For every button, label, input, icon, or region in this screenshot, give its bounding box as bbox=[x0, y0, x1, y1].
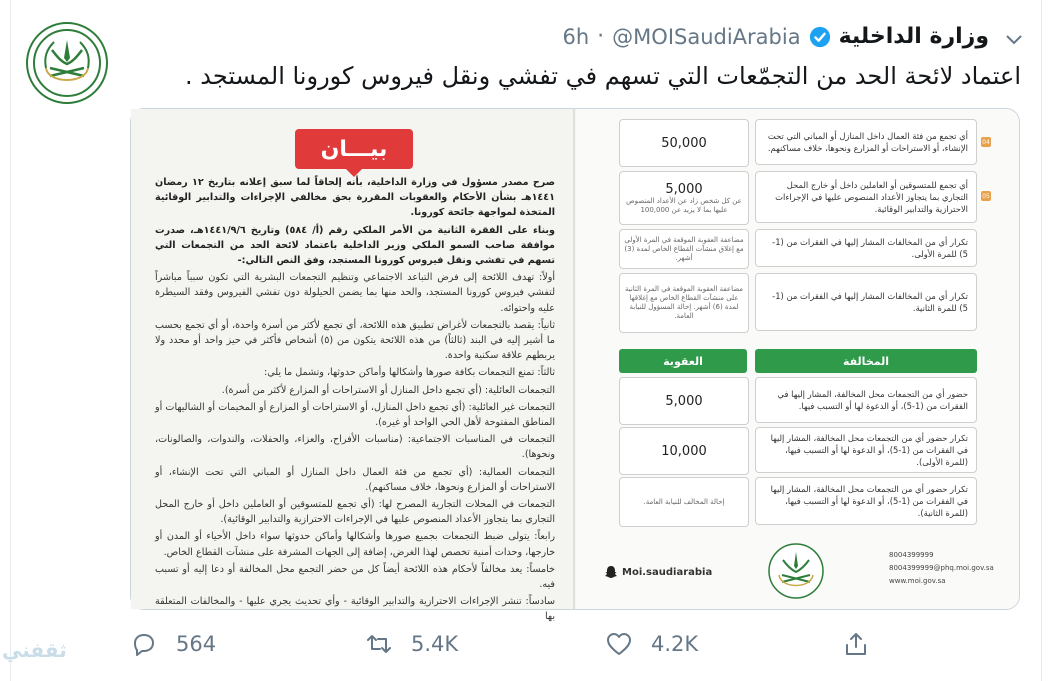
contact-email: 8004399999@phq.moi.gov.sa bbox=[889, 564, 994, 572]
doc-paragraph: سادساً: تنشر الإجراءات الاحترازية والتدابير الوقائية - وأي تحديث يجري عليها - والمخالفات المتعلقة بها bbox=[155, 596, 555, 623]
penalty-amount: 5,000 bbox=[665, 181, 703, 197]
violation-cell: تكرار أي من المخالفات المشار إليها في الفقرات من (1-5) للمرة الثانية. bbox=[755, 273, 977, 331]
doc-paragraph: التجمعات غير العائلية: (أي تجمع داخل المنازل، أو الاستراحات أو المزارع أو المخيمات أو الشاليهات أو المناطق المفتوحة لأهل الحي الواحد أو غيره). bbox=[155, 401, 555, 429]
share-button[interactable] bbox=[842, 630, 888, 658]
retweet-count: 5.4K bbox=[411, 632, 459, 656]
retweet-icon bbox=[365, 630, 393, 658]
penalty-note: مضاعفة العقوبة الموقعة في المرة الأولى مع إغلاق منشآت القطاع الخاص لمدة (3) أشهر. bbox=[624, 235, 744, 262]
doc-paragraph: ثالثاً: تمنع التجمعات بكافة صورها وأشكالها وأماكن حدوثها، وتشمل ما يلي: bbox=[263, 367, 555, 379]
penalty-cell bbox=[619, 477, 749, 527]
doc-paragraph: أولاً: تهدف اللائحة إلى فرض التباعد الاجتماعي وتنظيم التجمعات البشرية التي تكون سبباً مباشراً لتفشي فيروس كورونا المستجد، والحد منها بما يضمن الحيلولة دون تفشي الفيروس وفقد السيطرة عليه واحتوائه. bbox=[155, 272, 555, 314]
doc-paragraph: التجمعات في المحلات التجارية المصرح لها: (أي تجمع للمتسوقين أو العاملين داخل أو خارج المحل التجاري بما يتجاوز الأعداد المنصوص عليها في الإجراءات الاحترازية والتدابير الوقائية). bbox=[155, 499, 555, 526]
announcement-page bbox=[131, 109, 576, 623]
violation-cell: تكرار حضور أي من التجمعات محل المخالفة، المشار إليها في الفقرات من (1-5)، أو الدعوة لها أو التسبب فيها، (للمرة الثانية). bbox=[755, 477, 977, 525]
violation-cell: حضور أي من التجمعات محل المخالفة، المشار إليها في الفقرات من (1-5)، أو الدعوة لها أو التسبب فيها. bbox=[755, 377, 977, 423]
reply-icon bbox=[130, 630, 158, 658]
table-row bbox=[619, 171, 990, 223]
ministry-seal-icon bbox=[767, 542, 825, 600]
penalty-note: عن كل شخص زاد عن الأعداد المنصوص عليها بما لا يزيد عن 100,000 bbox=[626, 196, 742, 214]
penalty-amount: 10,000 bbox=[661, 443, 707, 459]
tweet-time[interactable]: 6h bbox=[562, 24, 590, 49]
brand-handle: Moi.saudiarabia bbox=[622, 566, 713, 578]
table-row bbox=[619, 273, 977, 331]
reply-count: 564 bbox=[176, 632, 217, 656]
penalty-cell bbox=[619, 119, 749, 167]
table-row bbox=[619, 427, 977, 473]
doc-paragraph: التجمعات العمالية: (أي تجمع من فئة العمال داخل المنازل أو المباني التي تحت الإنشاء، أو الاستراحات أو المزارع ونحوها، خلاف مساكنهم). bbox=[155, 466, 555, 493]
avatar[interactable] bbox=[26, 22, 108, 104]
penalty-amount: 5,000 bbox=[665, 393, 703, 409]
penalty-header: العقوبة bbox=[619, 349, 747, 373]
violation-cell: أي تجمع من فئة العمال داخل المنازل أو المباني التي تحت الإنشاء، أو الاستراحات أو المزارع ونحوها، خلاف مساكنهم. bbox=[755, 119, 977, 165]
share-icon bbox=[842, 630, 870, 658]
table-row bbox=[619, 229, 977, 267]
doc-paragraph: التجمعات العائلية: (أي تجمع داخل المنازل أو الاستراحات أو المزارع لأكثر من أسرة). bbox=[221, 384, 555, 396]
row-number: 05 bbox=[982, 192, 990, 200]
user-handle[interactable]: @MOISaudiArabia bbox=[612, 24, 801, 49]
table-row bbox=[619, 477, 977, 525]
penalty-cell bbox=[619, 273, 749, 333]
violation-cell: تكرار حضور أي من التجمعات محل المخالفة، المشار إليها في الفقرات من (1-5)، أو الدعوة لها أو التسبب فيها، (للمرة الأولى). bbox=[755, 427, 977, 473]
tweet-image[interactable] bbox=[130, 108, 1020, 623]
penalty-table bbox=[601, 109, 1011, 609]
heart-icon bbox=[605, 630, 633, 658]
chevron-down-icon[interactable] bbox=[1005, 30, 1023, 51]
penalty-note: إحالة المخالف للنيابة العامة. bbox=[643, 497, 725, 506]
table-row bbox=[619, 119, 990, 165]
doc-paragraph: رابعاً: يتولى ضبط التجمعات بجميع صورها وأشكالها وأماكن حدوثها سواء داخل الأحياء أو المدن أو خارجها، وحدات أمنية تخصص لهذا الغرض، إضافة إلى الجهات المشرفة على منشآت القطاع الخاص. bbox=[155, 531, 555, 558]
doc-paragraph: ثانياً: يقصد بالتجمعات لأغراض تطبيق هذه اللائحة، أي تجمع لأكثر من أسرة واحدة، أو أي تجمع بحسب ما أشير إليه في البند (ثالثاً) من هذه اللائحة يتكون من (٥) أشخاص فأكثر في حيز واحد أو محدد ولا يربطهم علاقة سكنية واحدة. bbox=[155, 319, 555, 362]
violation-cell: أي تجمع للمتسوقين أو العاملين داخل أو خارج المحل التجاري بما يتجاوز الأعداد المنصوص عليها في الإجراءات الاحترازية والتدابير الوقائية. bbox=[755, 171, 977, 223]
site-watermark: ثقفني bbox=[2, 638, 67, 662]
contact-info bbox=[889, 549, 994, 588]
like-button[interactable] bbox=[605, 630, 698, 658]
violation-cell: تكرار أي من المخالفات المشار إليها في الفقرات من (1-5) للمرة الأولى. bbox=[755, 229, 977, 267]
doc-paragraph: صرح مصدر مسؤول في وزارة الداخلية، بأنه إلحاقاً لما سبق إعلانه بتاريخ ١٢ رمضان ١٤٤١هـ بشأن الأحكام والعقوبات المقررة بحق مخالفي الإجراءات والتدابير الوقائية المتخذة لمواجهة جائحة كورونا. bbox=[155, 177, 555, 219]
page-divider bbox=[573, 109, 575, 609]
doc-paragraph: التجمعات في المناسبات الاجتماعية: (مناسبات الأفراح، والعزاء، والحفلات، والندوات، والصالونات، ونحوها). bbox=[155, 434, 555, 461]
penalty-cell bbox=[619, 229, 749, 269]
penalty-cell bbox=[619, 171, 749, 225]
display-name[interactable]: وزارة الداخلية bbox=[838, 24, 989, 49]
ministry-emblem-icon bbox=[32, 28, 102, 98]
contact-phone: 8004399999 bbox=[889, 551, 934, 559]
penalty-cell bbox=[619, 377, 749, 425]
doc-paragraph: خامساً: يعد مخالفاً لأحكام هذه اللائحة أيضاً كل من حضر التجمع محل المخالفة أو دعا إليه أو تسبب فيه. bbox=[155, 563, 555, 591]
penalty-cell bbox=[619, 427, 749, 475]
separator: · bbox=[597, 24, 605, 49]
retweet-button[interactable] bbox=[365, 630, 458, 658]
penalty-note: مضاعفة العقوبة الموقعة في المرة الثانية على منشآت القطاع الخاص مع إغلاقها لمدة (6) أشهر. إحالة المسؤول للنيابة العامة. bbox=[624, 285, 744, 320]
violation-header: المخالفة bbox=[755, 349, 977, 373]
tweet-header bbox=[563, 24, 990, 49]
brand-footer bbox=[604, 565, 712, 579]
reply-button[interactable] bbox=[130, 630, 216, 658]
penalty-amount: 50,000 bbox=[661, 135, 707, 151]
tweet-actions bbox=[0, 630, 1049, 666]
announcement-badge: بيـــان bbox=[295, 129, 413, 169]
contact-website: www.moi.gov.sa bbox=[889, 577, 946, 585]
announcement-text bbox=[155, 175, 555, 623]
row-number: 04 bbox=[982, 138, 990, 146]
doc-paragraph: وبناء على الفقرة الثانية من الأمر الملكي رقم (أ/ ٥٨٤) وتاريخ ١٤٤١/٩/٦هـ، صدرت موافقة صاحب السمو الملكي وزير الداخلية باعتماد لائحة الحد من التجمعات التي تسهم في تفشي ونقل فيروس كورونا المستجد، وفق النص التالي:- bbox=[155, 224, 555, 267]
table-row bbox=[619, 377, 977, 423]
snapchat-icon bbox=[604, 565, 618, 579]
like-count: 4.2K bbox=[651, 632, 699, 656]
verified-badge-icon bbox=[809, 26, 831, 48]
tweet-text: اعتماد لائحة الحد من التجمّعات التي تسهم في تفشي ونقل فيروس كورونا المستجد . bbox=[185, 62, 1021, 90]
